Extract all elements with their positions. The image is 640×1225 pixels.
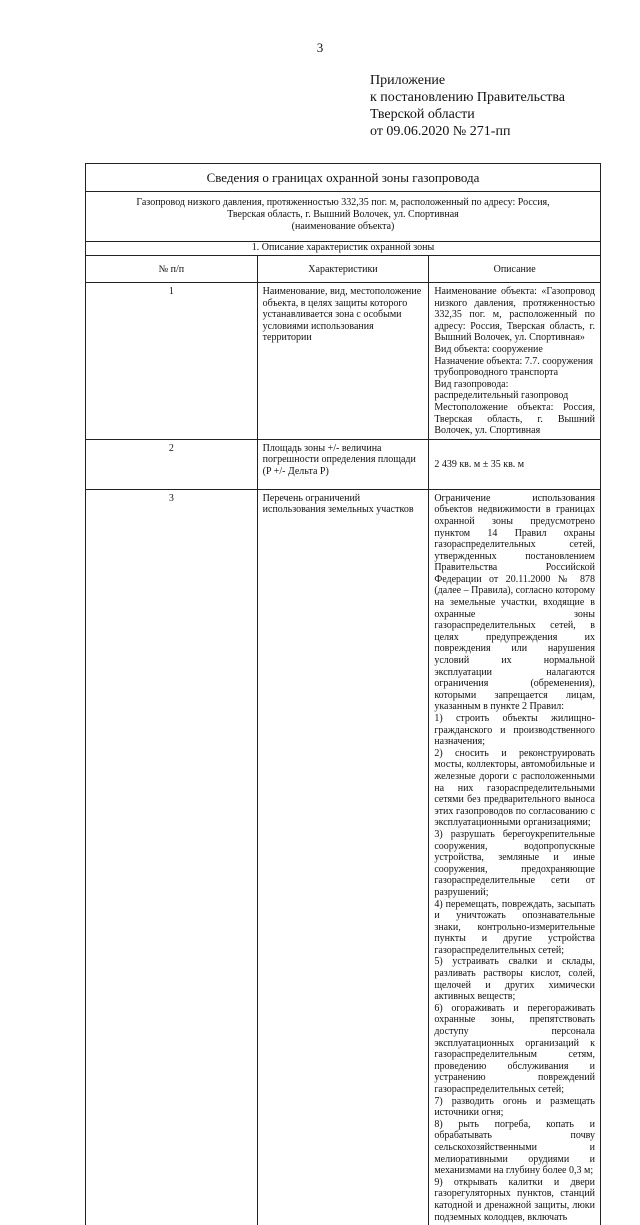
- row-description: [429, 439, 601, 489]
- header-num: № п/п: [86, 256, 258, 283]
- desc-line: Вид газопровода: распределительный газопровод: [434, 378, 569, 402]
- table-row: [86, 283, 601, 440]
- row-description: [429, 283, 601, 440]
- section-title: 1. Описание характеристик охранной зоны: [86, 242, 601, 256]
- desc-paragraph: 1) строить объекты жилищно-гражданского и производственного назначения;: [434, 713, 595, 748]
- appendix-header: [370, 72, 630, 140]
- appendix-line-1: Приложение: [370, 73, 446, 88]
- header-description: Описание: [429, 256, 601, 283]
- desc-paragraph: 2) сносить и реконструировать мосты, коллекторы, автомобильные и железные дороги с расположенными на них газораспределительными сетями без предварительного выноса этих газопроводов по согласованию с эксплуатационными организациями;: [434, 747, 595, 829]
- desc-paragraph: 8) рыть погреба, копать и обрабатывать почву сельскохозяйственными и мелиоративными орудиями и механизмами на глубину более 0,3 м;: [434, 1118, 595, 1177]
- desc-line: Вид объекта: сооружение: [434, 343, 543, 355]
- desc-paragraph: 7) разводить огонь и размещать источники огня;: [434, 1095, 595, 1119]
- appendix-line-4: от 09.06.2020 № 271-пп: [370, 124, 511, 139]
- desc-line: Наименование объекта: «Газопровод низкого давления, протяженностью 332,35 пог. м, расположенный по адресу: Россия, Тверская область, г. Вышний Волочек, ул. Спортивная»: [434, 286, 595, 344]
- desc-paragraph: 3) разрушать берегоукрепительные сооружения, водопропускные устройства, земляные и иные сооружения, предохраняющие газораспределительные сети от разрушений;: [434, 828, 595, 898]
- desc-paragraph: Ограничение использования объектов недвижимости в границах охранной зоны предусмотрено пунктом 14 Правил охраны газораспределительных сетей, утвержденных постановлением Правительства Российской Федерации от 20.11.2000 № 878 (далее – Правила), согласно которому на земельные участки, входящие в охранные зоны газораспределительных сетей, в целях предупреждения их повреждения или нарушения условий их нормальной эксплуатации налагаются ограничения (обременения), которыми запрещается лицам, указанным в пункте 2 Правил:: [434, 492, 595, 713]
- object-name-line-2: Тверская область, г. Вышний Волочек, ул. Спортивная: [227, 209, 459, 220]
- object-name-cell: [86, 192, 601, 242]
- row-characteristics: Площадь зоны +/- величина погрешности определения площади (P +/- Дельта P): [257, 439, 429, 489]
- row-characteristics: Наименование, вид, местоположение объекта, в целях защиты которого устанавливается зона с особыми условиями использования территории: [257, 283, 429, 440]
- desc-paragraph: 4) перемещать, повреждать, засыпать и уничтожать опознавательные знаки, контрольно-измерительные пункты и другие устройства газораспределительных сетей;: [434, 898, 595, 956]
- table-row: [86, 439, 601, 489]
- object-name-line-1: Газопровод низкого давления, протяженностью 332,35 пог. м, расположенный по адресу: Россия,: [136, 197, 550, 208]
- appendix-line-2: к постановлению Правительства: [370, 90, 566, 105]
- desc-paragraph: 9) открывать калитки и двери газорегуляторных пунктов, станций катодной и дренажной защиты, люки подземных колодцев, включать: [434, 1176, 595, 1223]
- row-characteristics: Перечень ограничений использования земельных участков: [257, 489, 429, 1225]
- page-number: 3: [316, 40, 324, 55]
- table-title: Сведения о границах охранной зоны газопровода: [86, 164, 601, 192]
- row-num: 2: [86, 439, 258, 489]
- desc-line: 2 439 кв. м ± 35 кв. м: [434, 458, 525, 470]
- desc-line: Местоположение объекта: Россия, Тверская область, г. Вышний Волочек, ул. Спортивная: [434, 401, 595, 437]
- desc-paragraph: 5) устраивать свалки и склады, разливать растворы кислот, солей, щелочей и других химически активных веществ;: [434, 956, 595, 1003]
- appendix-line-3: Тверской области: [370, 107, 475, 122]
- table-row: [86, 489, 601, 1225]
- desc-line: Назначение объекта: 7.7. сооружения трубопроводного транспорта: [434, 355, 593, 379]
- row-num: 1: [86, 283, 258, 440]
- object-name-caption: (наименование объекта): [291, 221, 395, 232]
- protection-zone-table: [85, 163, 601, 1225]
- desc-paragraph: 6) огораживать и перегораживать охранные зоны, препятствовать доступу персонала эксплуатационных организаций к газораспределительным сетям, проведению обслуживания и устранению повреждений газораспределительных сетей;: [434, 1002, 595, 1095]
- header-characteristics: Характеристики: [257, 256, 429, 283]
- row-num: 3: [86, 489, 258, 1225]
- row-description: [429, 489, 601, 1225]
